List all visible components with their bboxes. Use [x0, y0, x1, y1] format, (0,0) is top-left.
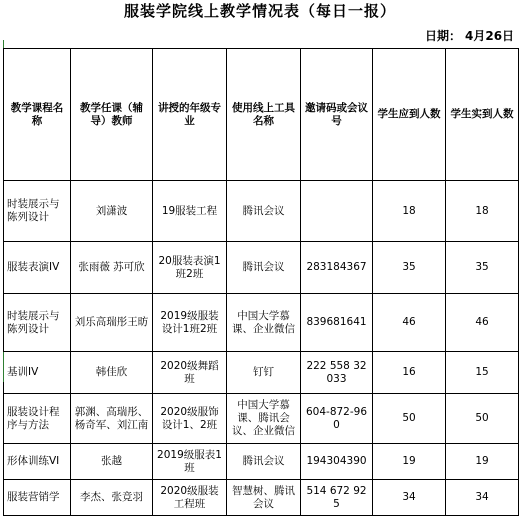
tool-cell[interactable]: 钉钉 — [227, 352, 301, 394]
grade-cell[interactable]: 20服装表演1班2班 — [153, 242, 227, 294]
sheet-title: 服装学院线上教学情况表（每日一报） — [123, 2, 396, 20]
header-cell[interactable]: 学生应到人数 — [373, 49, 446, 181]
tool-cell[interactable]: 腾讯会议 — [227, 444, 301, 480]
teacher-cell[interactable]: 韩佳欣 — [71, 352, 153, 394]
code-cell[interactable]: 604-872-960 — [301, 394, 373, 444]
header-cell[interactable]: 讲授的年级专业 — [153, 49, 227, 181]
course-cell[interactable]: 基训IV — [4, 352, 71, 394]
code-cell[interactable]: 194304390 — [301, 444, 373, 480]
tool-cell[interactable]: 智慧树、腾讯会议 — [227, 480, 301, 516]
teacher-cell[interactable]: 郭渊、高瑞彤、杨奇军、刘江南 — [71, 394, 153, 444]
actual-cell[interactable]: 18 — [446, 181, 519, 242]
date-value: 4月26日 — [465, 29, 515, 43]
tool-cell[interactable]: 腾讯会议 — [227, 242, 301, 294]
header-cell[interactable]: 学生实到人数 — [446, 49, 519, 181]
table-row — [4, 352, 519, 394]
code-cell[interactable]: 222 558 32033 — [301, 352, 373, 394]
expected-cell[interactable]: 35 — [373, 242, 446, 294]
table-row — [4, 242, 519, 294]
teacher-cell[interactable]: 刘潇波 — [71, 181, 153, 242]
course-cell[interactable]: 时装展示与陈列设计 — [4, 181, 71, 242]
teaching-table — [3, 48, 519, 516]
actual-cell[interactable]: 19 — [446, 444, 519, 480]
table-row — [4, 480, 519, 516]
grade-cell[interactable]: 2019级服表1班 — [153, 444, 227, 480]
teacher-cell[interactable]: 张雨薇 苏可欣 — [71, 242, 153, 294]
teacher-cell[interactable]: 李杰、张竞羽 — [71, 480, 153, 516]
cell-selection-marker — [3, 40, 10, 48]
code-cell[interactable] — [301, 181, 373, 242]
row-marker — [3, 352, 4, 382]
grade-cell[interactable]: 2020级服装工程班 — [153, 480, 227, 516]
grade-cell[interactable]: 2020级舞蹈班 — [153, 352, 227, 394]
actual-cell[interactable]: 34 — [446, 480, 519, 516]
date-label: 日期： — [425, 29, 462, 43]
grade-cell[interactable]: 2019级服装设计1班2班 — [153, 294, 227, 352]
expected-cell[interactable]: 34 — [373, 480, 446, 516]
tool-cell[interactable]: 腾讯会议 — [227, 181, 301, 242]
tool-cell[interactable]: 中国大学慕课、腾讯会议、企业微信 — [227, 394, 301, 444]
tool-cell[interactable]: 中国大学慕课、企业微信 — [227, 294, 301, 352]
table-row — [4, 181, 519, 242]
table-row — [4, 394, 519, 444]
header-row — [4, 49, 519, 181]
expected-cell[interactable]: 16 — [373, 352, 446, 394]
teacher-cell[interactable]: 刘乐高瑞彤王昉 — [71, 294, 153, 352]
expected-cell[interactable]: 18 — [373, 181, 446, 242]
header-cell[interactable]: 使用线上工具名称 — [227, 49, 301, 181]
expected-cell[interactable]: 19 — [373, 444, 446, 480]
actual-cell[interactable]: 50 — [446, 394, 519, 444]
header-cell[interactable]: 教学课程名称 — [4, 49, 71, 181]
expected-cell[interactable]: 50 — [373, 394, 446, 444]
code-cell[interactable]: 514 672 925 — [301, 480, 373, 516]
code-cell[interactable]: 283184367 — [301, 242, 373, 294]
table-row — [4, 444, 519, 480]
teacher-cell[interactable]: 张越 — [71, 444, 153, 480]
course-cell[interactable]: 服装营销学 — [4, 480, 71, 516]
expected-cell[interactable]: 46 — [373, 294, 446, 352]
date-row — [0, 22, 520, 48]
header-cell[interactable]: 教学任课（辅导）教师 — [71, 49, 153, 181]
grade-cell[interactable]: 19服装工程 — [153, 181, 227, 242]
actual-cell[interactable]: 35 — [446, 242, 519, 294]
code-cell[interactable]: 839681641 — [301, 294, 373, 352]
actual-cell[interactable]: 46 — [446, 294, 519, 352]
course-cell[interactable]: 服装表演IV — [4, 242, 71, 294]
course-cell[interactable]: 形体训练VI — [4, 444, 71, 480]
table-row — [4, 294, 519, 352]
grade-cell[interactable]: 2020级服饰设计1、2班 — [153, 394, 227, 444]
header-cell[interactable]: 邀请码或会议号 — [301, 49, 373, 181]
actual-cell[interactable]: 15 — [446, 352, 519, 394]
course-cell[interactable]: 时装展示与陈列设计 — [4, 294, 71, 352]
course-cell[interactable]: 服装设计程序与方法 — [4, 394, 71, 444]
